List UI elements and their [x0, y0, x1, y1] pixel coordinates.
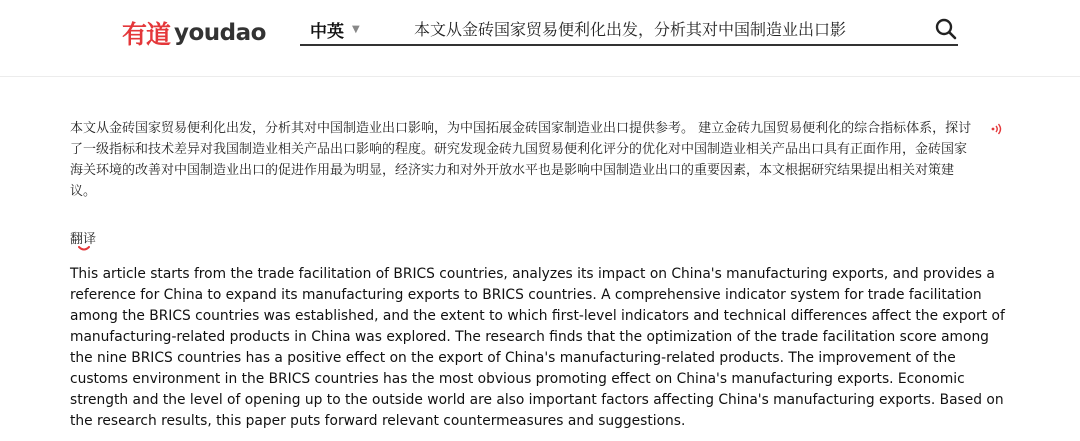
logo-cn-text: 有道 [122, 20, 171, 49]
caret-down-icon: ▼ [352, 23, 360, 35]
translation-label-underline [78, 246, 90, 252]
speaker-icon[interactable] [990, 121, 1004, 135]
logo-en-text: youdao [174, 20, 266, 46]
search-icon[interactable] [934, 17, 958, 41]
translation-label: 翻译 [70, 232, 97, 247]
search-input[interactable] [414, 14, 914, 42]
source-text: 本文从金砖国家贸易便利化出发，分析其对中国制造业出口影响，为中国拓展金砖国家制造业出口提供参考。 建立金砖九国贸易便利化的综合指标体系，探讨了一级指标和技术差异对我国制造业相关产品出口影响的程度。研究发现金砖九国贸易便利化评分的优化对中国制造业相关产品出口具有正面作用，金砖国家海关环境的改善对中国制造业出口的促进作用最为明显，经济实力和对外开放水平也是影响中国制造业出口的重要因素，本文根据研究结果提出相关对策建议。 [70, 121, 972, 199]
youdao-logo[interactable] [122, 16, 266, 50]
top-header [0, 0, 1080, 77]
language-selector[interactable] [300, 14, 386, 46]
search-bar [386, 14, 958, 46]
translation-text: This article starts from the trade facilitation of BRICS countries, analyzes its impact on China's manufacturing exports, and provides a reference for China to expand its manufacturing exports to BRICS countries. A comprehensive indicator system for trade facilitation among the BRICS countries was established, and the extent to which first-level indicators and technical differences affect the export of manufacturing-related products in China was explored. The research finds that the optimization of the trade facilitation score among the nine BRICS countries has a positive effect on the export of China's manufacturing-related products. The improvement of the customs environment in the BRICS countries has the most obvious promoting effect on China's manufacturing exports. Economic strength and the level of opening up to the outside world are also important factors affecting China's manufacturing exports. Based on the research results, this paper puts forward relevant countermeasures and suggestions. [70, 266, 1005, 429]
language-pair-label: 中英 [310, 21, 344, 42]
